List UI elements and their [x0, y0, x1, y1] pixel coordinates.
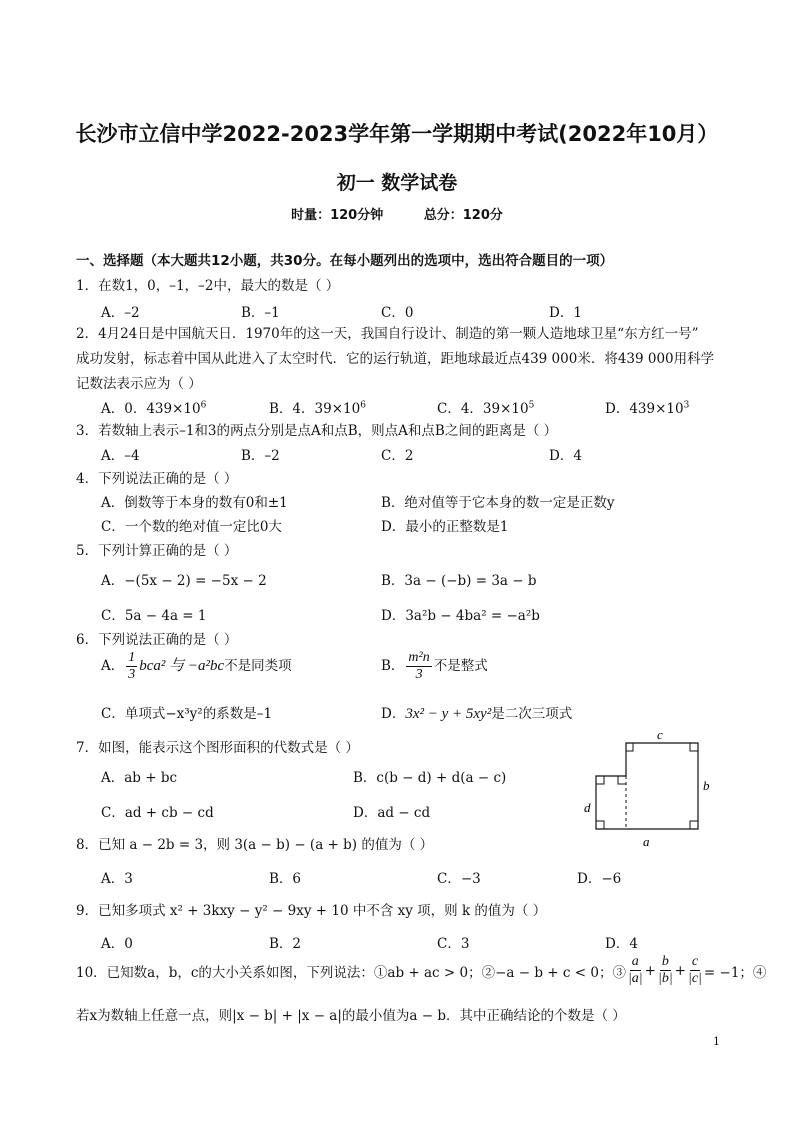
q1-option-b: B．–1: [241, 305, 280, 321]
q4-option-c: C．一个数的绝对值一定比0大: [101, 519, 282, 535]
question-6: 6．下列说法正确的是（ ）: [76, 632, 238, 648]
exam-meta: [0, 204, 794, 223]
q2-option-c: C．4．$39\times 10^5$: [437, 400, 535, 417]
question-1: 1．在数1，0，–1，–2中，最大的数是（ ）: [76, 278, 340, 294]
right-angle-mark: [618, 776, 626, 784]
question-3: 3．若数轴上表示–1和3的两点分别是点A和点B，则点A和点B之间的距离是（ ）: [76, 423, 558, 439]
area-figure: [576, 726, 726, 852]
section-heading: 一、选择题（本大题共12小题，共30分。在每小题列出的选项中，选出符合题目的一项）: [76, 253, 614, 269]
exam-time: 时量：120分钟: [291, 208, 384, 223]
q8-option-c: C．−3: [437, 871, 481, 887]
label-b: b: [703, 778, 710, 793]
page-number: 1: [713, 1035, 720, 1048]
q5-option-d: D．3a²b − 4ba² = −a²b: [381, 608, 540, 624]
q2-option-d: D．$439\times 10^3$: [605, 400, 690, 417]
q6-option-c: C．单项式−x³y²的系数是–1: [101, 706, 273, 722]
figure-outline: [596, 743, 698, 829]
page-subtitle: 初一 数学试卷: [336, 172, 458, 194]
label-d: d: [584, 800, 591, 815]
right-angle-mark: [690, 743, 698, 751]
q9-option-d: D．4: [605, 936, 638, 952]
q6-option-a: A． $\frac{1}{3}$ bca² 与 −a²bc不是同类项: [101, 650, 292, 682]
q7-option-c: C．ad + cb − cd: [101, 805, 214, 821]
q7-option-d: D．ad − cd: [353, 805, 431, 821]
question-8: 8．已知 a − 2b = 3，则 3(a − b) − (a + b) 的值为（ ）: [76, 837, 434, 853]
q6-option-b: B． $\frac{\text{m²n}}{3}$ 不是整式: [381, 650, 488, 682]
q1-option-c: C．0: [381, 305, 414, 321]
q5-option-a: A．−(5x − 2) = −5x − 2: [101, 573, 267, 589]
q3-option-b: B．–2: [241, 448, 280, 464]
q4-option-b: B．绝对值等于它本身的数一定是正数y: [381, 495, 615, 511]
q5-option-c: C．5a − 4a = 1: [101, 608, 207, 624]
question-5: 5．下列计算正确的是（ ）: [76, 543, 238, 559]
q8-option-a: A．3: [101, 871, 133, 887]
label-a: a: [643, 834, 650, 849]
q8-option-d: D．−6: [577, 871, 622, 887]
q6-option-d: D．3x² − y + 5xy²是二次三项式: [381, 706, 573, 722]
q9-option-a: A．0: [101, 936, 133, 952]
right-angle-mark: [690, 821, 698, 829]
q7-option-b: B．c(b − d) + d(a − c): [353, 770, 507, 786]
right-angle-mark: [626, 743, 633, 751]
question-10-line-2: 若x为数轴上任意一点，则|x − b| + |x − a|的最小值为a − b．其中正确结论的个数是（ ）: [76, 1008, 626, 1024]
question-10-line-1: 10．已知数a，b，c的大小关系如图，下列说法：①ab + ac > 0；②−a − b + c < 0；③ $\frac{a}{|a|}$ + $\frac{b}{|b|}$ + $\frac{c}{|c|}$ = −1；④: [76, 954, 767, 986]
question-2-line-3: 记数法表示应为（ ）: [76, 376, 202, 392]
question-2-line-2: 成功发射，标志着中国从此进入了太空时代．它的运行轨道，距地球最近点439 000米．将439 000用科学: [76, 351, 715, 367]
fraction: $\frac{\text{m²n}}{3}$: [408, 650, 430, 682]
q9-option-b: B．2: [269, 936, 302, 952]
q1-option-d: D．1: [549, 305, 582, 321]
q4-option-d: D．最小的正整数是1: [381, 519, 509, 535]
fraction: $\frac{a}{|a|}$: [627, 954, 643, 986]
q3-option-c: C．2: [381, 448, 414, 464]
fraction: $\frac{1}{3}$: [128, 650, 136, 682]
question-9: 9．已知多项式 x² + 3kxy − y² − 9xy + 10 中不含 xy 项，则 k 的值为（ ）: [76, 903, 547, 919]
q3-option-a: A．–4: [101, 448, 140, 464]
question-7: 7．如图，能表示这个图形面积的代数式是（ ）: [76, 740, 359, 756]
label-c: c: [657, 727, 663, 742]
fraction: $\frac{b}{|b|}$: [657, 954, 673, 986]
q8-option-b: B．6: [269, 871, 302, 887]
q9-option-c: C．3: [437, 936, 470, 952]
q7-option-a: A．ab + bc: [101, 770, 178, 786]
page-title: 长沙市立信中学2022-2023学年第一学期期中考试(2022年10月）: [75, 122, 719, 146]
fraction: $\frac{c}{|c|}$: [687, 954, 702, 986]
right-angle-mark: [596, 821, 604, 829]
right-angle-mark: [596, 776, 604, 784]
q1-option-a: A．–2: [101, 305, 140, 321]
q3-option-d: D．4: [549, 448, 582, 464]
q2-option-b: B．4．$39\times 10^6$: [269, 400, 366, 417]
exam-score: 总分：120分: [423, 208, 503, 223]
question-2-line-1: 2．4月24日是中国航天日．1970年的这一天，我国自行设计、制造的第一颗人造地球卫星“东方红一号”: [76, 326, 699, 342]
q4-option-a: A．倒数等于本身的数有0和±1: [101, 495, 288, 511]
q5-option-b: B．3a − (−b) = 3a − b: [381, 573, 537, 589]
q2-option-a: A．0．$439\times 10^6$: [101, 400, 207, 417]
question-4: 4．下列说法正确的是（ ）: [76, 471, 238, 487]
